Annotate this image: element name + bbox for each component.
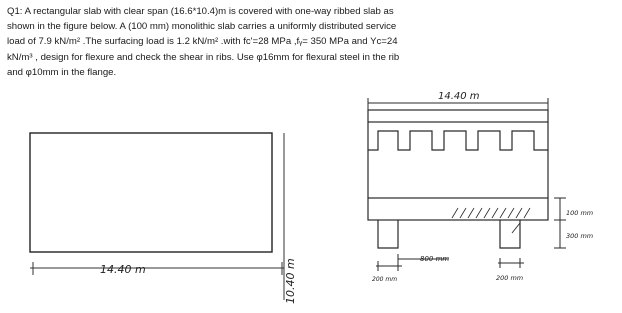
section-top-flange [368, 110, 548, 122]
flange-hatch [508, 208, 514, 218]
flange-hatch [524, 208, 530, 218]
flange-hatch [460, 208, 466, 218]
rib-depth-label: 300 mm [566, 232, 594, 240]
section-ribs-elevation [368, 122, 548, 150]
clear-spacing-label: 800 mm [420, 255, 450, 263]
flange-hatch [476, 208, 482, 218]
plan-slab-outline [30, 133, 272, 252]
rib-width-label-right: 200 mm [496, 274, 524, 282]
plan-width-label: 14.40 m [100, 263, 146, 276]
problem-line-5: and φ10mm in the flange. [7, 66, 117, 78]
problem-line-3: load of 7.9 kN/m² .The surfacing load is 1.2 kN/m² .with fᴄ'=28 MPa ,fᵧ= 350 MPa and Yᴄ=24 [7, 36, 398, 48]
plan-height-label: 10.40 m [284, 258, 297, 304]
flange-thickness-label: 100 mm [566, 209, 594, 217]
section-detail-rib-left [378, 220, 398, 248]
section-view [368, 98, 566, 271]
problem-line-4: kN/m³ , design for flexure and check the shear in ribs. Use φ16mm for flexural steel in the rib [7, 51, 400, 63]
flange-hatch [516, 208, 522, 218]
flange-hatch [492, 208, 498, 218]
section-span-label: 14.40 m [438, 91, 480, 102]
rib-width-label-left: 200 mm [372, 276, 398, 283]
flange-hatch [468, 208, 474, 218]
rib-hatch [512, 223, 520, 233]
plan-view [30, 133, 297, 304]
flange-hatch [500, 208, 506, 218]
flange-hatch [452, 208, 458, 218]
section-detail-rib-right [500, 220, 520, 248]
problem-line-1: Q1: A rectangular slab with clear span (16.6*10.4)m is covered with one-way ribbed slab as [7, 6, 394, 17]
flange-hatch [484, 208, 490, 218]
problem-line-2: shown in the figure below. A (100 mm) monolithic slab carries a uniformly distributed service [7, 21, 397, 33]
